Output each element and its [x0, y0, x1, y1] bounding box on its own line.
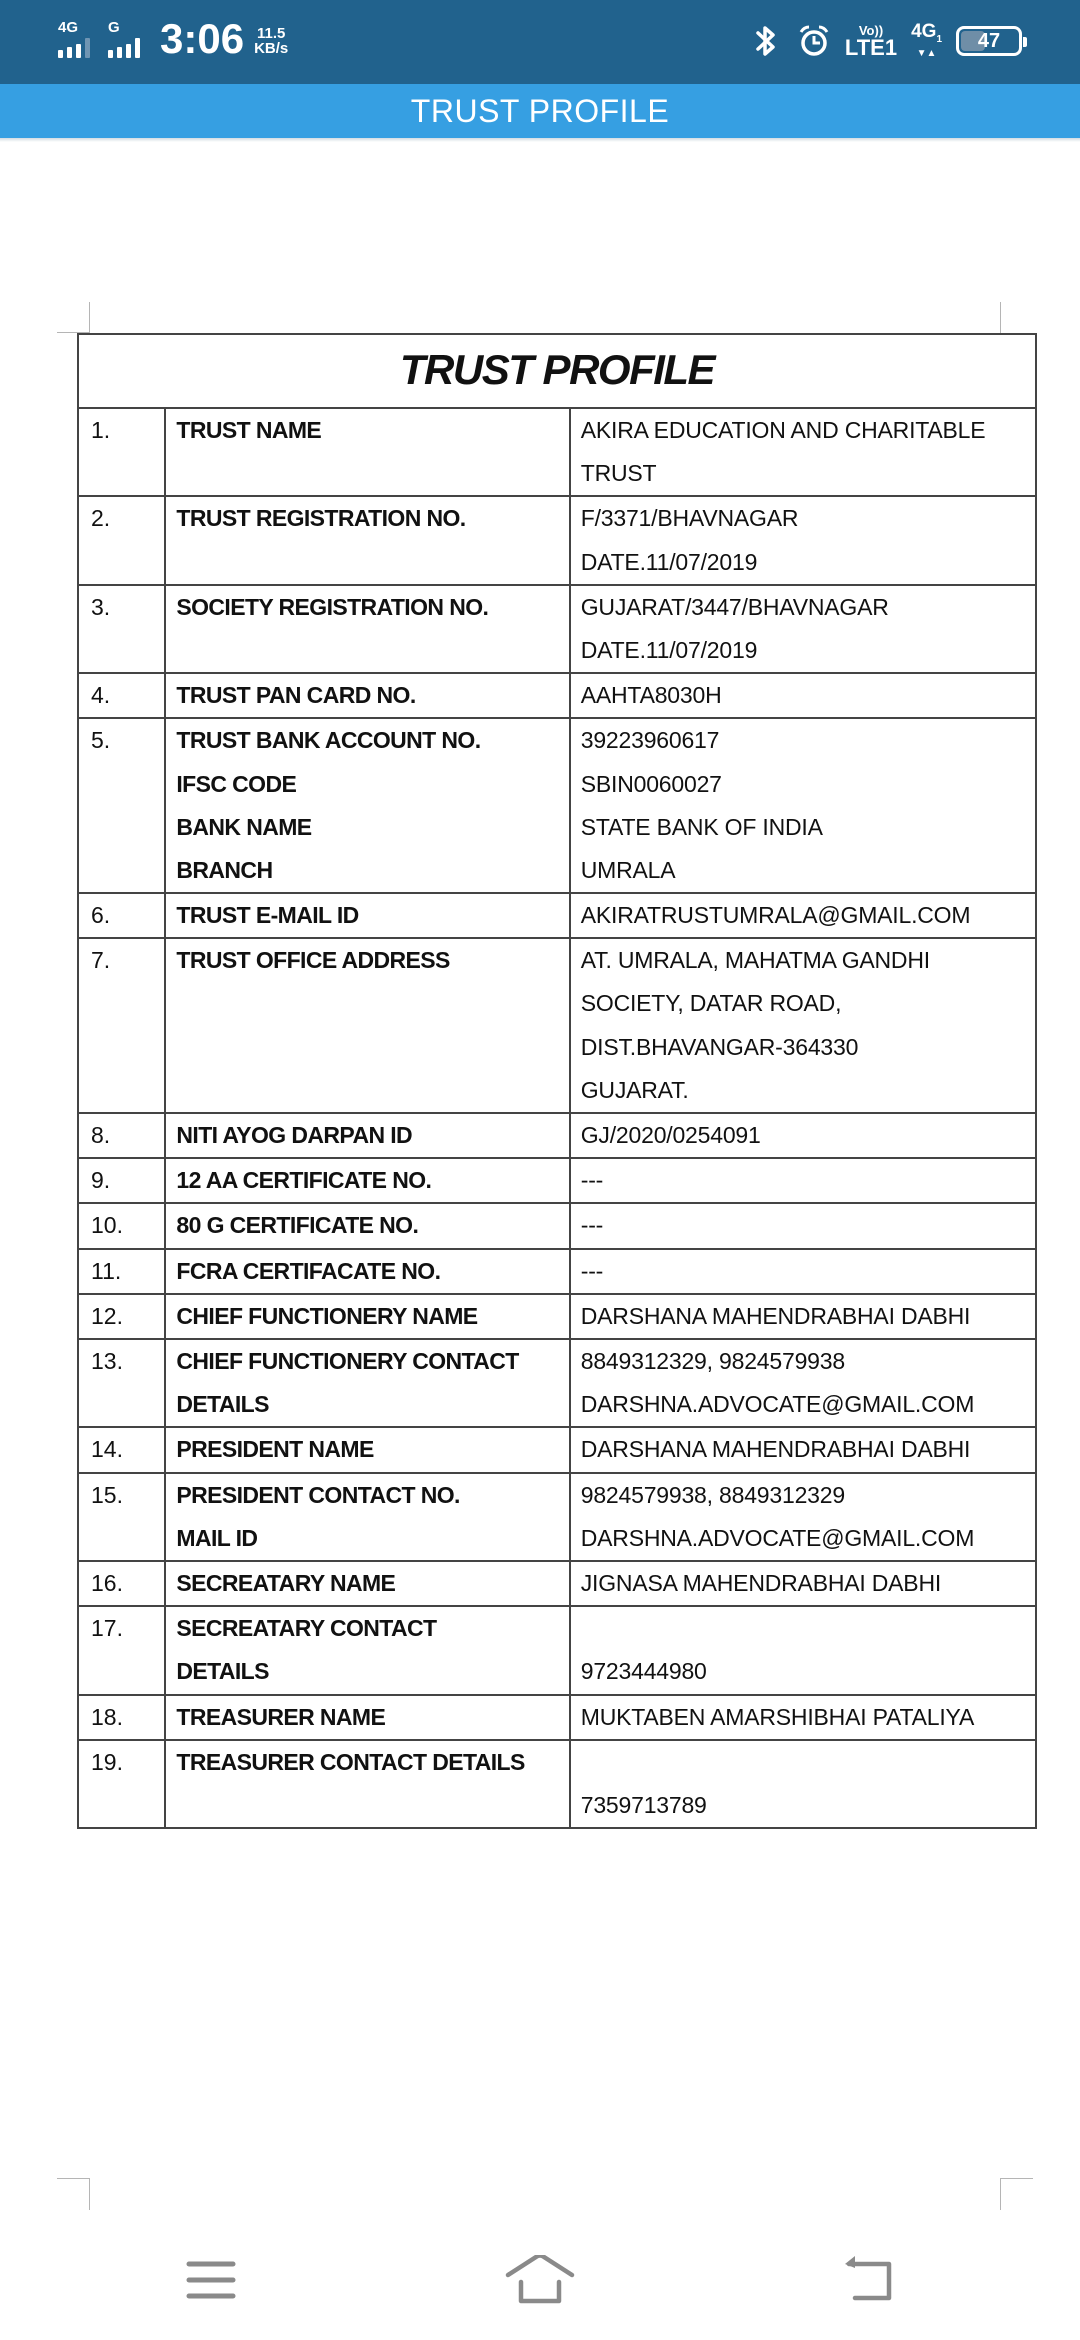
field-label	[165, 1473, 569, 1561]
navigation-bar	[0, 2220, 1080, 2340]
field-label	[165, 1294, 569, 1339]
app-bar-shadow	[0, 138, 1080, 142]
menu-icon	[185, 2258, 237, 2302]
row-number: 4.	[78, 673, 165, 718]
table-row	[78, 673, 1036, 718]
crop-mark-top-left	[89, 302, 90, 333]
row-number: 18.	[78, 1695, 165, 1740]
field-label-line	[176, 1784, 558, 1827]
field-label-line: 12 AA CERTIFICATE NO.	[176, 1167, 432, 1194]
field-label-line: PRESIDENT NAME	[176, 1436, 374, 1463]
field-label	[165, 673, 569, 718]
field-label-line: TRUST PAN CARD NO.	[176, 682, 416, 709]
trust-profile-table	[77, 333, 1037, 1829]
field-value-line: UMRALA	[580, 856, 676, 883]
field-value	[570, 673, 1036, 718]
field-label	[165, 1561, 569, 1606]
field-value	[570, 938, 1036, 1113]
field-label-line: DETAILS	[176, 1658, 269, 1685]
field-value-line: DARSHNA.ADVOCATE@GMAIL.COM	[580, 1524, 975, 1551]
field-value-line: 39223960617	[580, 727, 720, 754]
field-value	[570, 585, 1036, 673]
row-number: 1.	[78, 408, 165, 496]
field-label	[165, 1339, 569, 1427]
battery-icon	[956, 26, 1022, 56]
field-value-line: ---	[580, 1257, 604, 1284]
field-label	[165, 1606, 569, 1694]
row-number: 15.	[78, 1473, 165, 1561]
field-label-line: TRUST BANK ACCOUNT NO.	[176, 727, 481, 754]
field-label-line: FCRA CERTIFACATE NO.	[176, 1257, 441, 1284]
field-value-line: GJ/2020/0254091	[580, 1122, 761, 1149]
field-value-line: DARSHNA.ADVOCATE@GMAIL.COM	[580, 1391, 975, 1418]
bluetooth-icon	[749, 22, 783, 60]
field-label-line: 80 G CERTIFICATE NO.	[176, 1212, 419, 1239]
field-label-line: TRUST NAME	[176, 417, 322, 443]
field-label-line: TREASURER CONTACT DETAILS	[176, 1748, 525, 1775]
field-value	[570, 1473, 1036, 1561]
row-number: 8.	[78, 1113, 165, 1158]
table-row	[78, 1203, 1036, 1248]
field-value-line: AT. UMRALA, MAHATMA GANDHI	[580, 947, 930, 974]
status-bar	[0, 0, 1080, 84]
data-network-label: 4G	[911, 21, 937, 43]
document-title: TRUST PROFILE	[78, 334, 1036, 408]
field-value	[570, 1606, 1036, 1694]
field-value-line: AAHTA8030H	[580, 682, 722, 709]
field-label-line: SECREATARY CONTACT	[176, 1615, 437, 1642]
table-row	[78, 938, 1036, 1113]
field-value	[570, 1203, 1036, 1248]
crop-mark-bottom-right	[1000, 2178, 1033, 2179]
field-value-line: DATE.11/07/2019	[580, 548, 758, 575]
table-row	[78, 1561, 1036, 1606]
sim2-signal-icon	[108, 20, 144, 60]
volte-top-label: Vo))	[858, 22, 884, 38]
sim1-signal-icon	[58, 20, 98, 60]
field-value-line: AKIRA EDUCATION AND CHARITABLE	[580, 417, 986, 443]
table-row	[78, 496, 1036, 584]
volte-icon	[845, 24, 897, 59]
field-value-line: DIST.BHAVANGAR-364330	[580, 1033, 859, 1060]
field-value-line: DARSHANA MAHENDRABHAI DABHI	[580, 1302, 971, 1329]
table-row	[78, 1158, 1036, 1203]
field-label-line	[176, 1026, 558, 1069]
field-label	[165, 893, 569, 938]
field-label	[165, 1695, 569, 1740]
row-number: 7.	[78, 938, 165, 1113]
field-label	[165, 585, 569, 673]
field-label-line: DETAILS	[176, 1391, 269, 1418]
field-value-line: TRUST	[580, 460, 657, 487]
field-value	[570, 496, 1036, 584]
field-value	[570, 408, 1036, 496]
crop-mark-bottom-right-v	[1000, 2178, 1001, 2210]
table-row	[78, 1606, 1036, 1694]
field-value-line	[581, 1741, 1025, 1784]
table-row	[78, 1427, 1036, 1472]
battery-level: 47	[977, 30, 1001, 52]
field-label	[165, 938, 569, 1113]
table-row	[78, 1740, 1036, 1828]
table-row	[78, 1249, 1036, 1294]
back-button[interactable]	[829, 2250, 909, 2310]
field-label-line	[176, 452, 558, 495]
field-label	[165, 1249, 569, 1294]
field-value-line: 9723444980	[580, 1658, 707, 1685]
field-label-line	[176, 629, 558, 672]
row-number: 13.	[78, 1339, 165, 1427]
field-label-line	[176, 541, 558, 584]
crop-mark-bottom-left	[57, 2178, 89, 2179]
field-value	[570, 893, 1036, 938]
field-value	[570, 1695, 1036, 1740]
field-label-line	[176, 1069, 558, 1112]
row-number: 3.	[78, 585, 165, 673]
field-value-line: 7359713789	[580, 1791, 707, 1818]
row-number: 5.	[78, 718, 165, 893]
field-label	[165, 1427, 569, 1472]
field-value-line: SOCIETY, DATAR ROAD,	[580, 990, 842, 1017]
sim2-network-label: G	[108, 19, 120, 36]
field-label-line: TRUST E-MAIL ID	[176, 902, 359, 929]
data-sim-label: 1	[936, 33, 942, 45]
alarm-icon	[797, 22, 831, 60]
field-value	[570, 1339, 1036, 1427]
field-label-line: SECREATARY NAME	[176, 1570, 396, 1596]
field-label	[165, 496, 569, 584]
field-value	[570, 1740, 1036, 1828]
table-row	[78, 1695, 1036, 1740]
field-label-line: IFSC CODE	[176, 770, 297, 797]
crop-mark-top-right	[1000, 302, 1001, 333]
table-row	[78, 1113, 1036, 1158]
table-row	[78, 1339, 1036, 1427]
table-row	[78, 1473, 1036, 1561]
crop-mark-bottom-left-v	[89, 2178, 90, 2210]
row-number: 14.	[78, 1427, 165, 1472]
app-title: TRUST PROFILE	[0, 84, 1080, 138]
field-value-line: SBIN0060027	[580, 770, 722, 797]
field-value	[570, 718, 1036, 893]
field-value-line: ---	[580, 1167, 604, 1194]
field-value-line: GUJARAT.	[580, 1076, 689, 1103]
network-speed-value: 11.5	[256, 25, 286, 42]
field-value	[570, 1294, 1036, 1339]
network-speed-unit: KB/s	[254, 40, 289, 57]
back-icon	[841, 2256, 897, 2304]
table-row	[78, 408, 1036, 496]
field-value-line	[581, 1607, 1025, 1650]
row-number: 10.	[78, 1203, 165, 1248]
field-label-line	[176, 982, 558, 1025]
field-value-line: GUJARAT/3447/BHAVNAGAR	[580, 593, 889, 620]
table-row	[78, 1294, 1036, 1339]
field-value-line: ---	[580, 1212, 604, 1239]
row-number: 17.	[78, 1606, 165, 1694]
network-speed	[254, 26, 288, 56]
field-value-line: F/3371/BHAVNAGAR	[580, 505, 799, 532]
document-title-row	[78, 334, 1036, 408]
field-label-line: CHIEF FUNCTIONERY NAME	[176, 1302, 478, 1329]
field-label	[165, 1203, 569, 1248]
field-label-line: BRANCH	[176, 856, 273, 883]
row-number: 12.	[78, 1294, 165, 1339]
field-value-line: 8849312329, 9824579938	[580, 1348, 845, 1375]
field-value	[570, 1158, 1036, 1203]
field-value	[570, 1249, 1036, 1294]
field-label	[165, 718, 569, 893]
field-value	[570, 1113, 1036, 1158]
menu-button[interactable]	[171, 2250, 251, 2310]
status-time: 3:06	[160, 15, 245, 62]
field-label-line: TRUST OFFICE ADDRESS	[176, 947, 450, 974]
table-row	[78, 893, 1036, 938]
field-label	[165, 1158, 569, 1203]
field-value-line: AKIRATRUSTUMRALA@GMAIL.COM	[580, 902, 971, 929]
home-icon	[504, 2255, 576, 2305]
home-button[interactable]	[500, 2250, 580, 2310]
field-value	[570, 1427, 1036, 1472]
field-value-line: JIGNASA MAHENDRABHAI DABHI	[580, 1570, 942, 1596]
sim1-network-label: 4G	[58, 19, 79, 36]
row-number: 2.	[78, 496, 165, 584]
field-label-line: TREASURER NAME	[176, 1703, 386, 1730]
field-label-line: NITI AYOG DARPAN ID	[176, 1122, 413, 1149]
field-label-line: TRUST REGISTRATION NO.	[176, 505, 466, 532]
table-row	[78, 585, 1036, 673]
field-label-line: PRESIDENT CONTACT NO.	[176, 1481, 460, 1508]
row-number: 19.	[78, 1740, 165, 1828]
field-label-line: MAIL ID	[176, 1524, 258, 1551]
field-label-line: CHIEF FUNCTIONERY CONTACT	[176, 1348, 519, 1375]
field-value-line: MUKTABEN AMARSHIBHAI PATALIYA	[580, 1703, 975, 1730]
row-number: 11.	[78, 1249, 165, 1294]
data-4g-icon: $4G_1$ ▼▲	[911, 21, 942, 59]
field-value-line: DARSHANA MAHENDRABHAI DABHI	[580, 1436, 971, 1463]
field-label	[165, 1740, 569, 1828]
row-number: 16.	[78, 1561, 165, 1606]
volte-bottom-label: LTE1	[844, 34, 898, 60]
field-label-line: BANK NAME	[176, 813, 312, 840]
field-value	[570, 1561, 1036, 1606]
row-number: 6.	[78, 893, 165, 938]
field-label	[165, 1113, 569, 1158]
field-value-line: STATE BANK OF INDIA	[580, 813, 823, 840]
field-value-line: DATE.11/07/2019	[580, 636, 758, 663]
field-label-line: SOCIETY REGISTRATION NO.	[176, 593, 489, 620]
table-row	[78, 718, 1036, 893]
field-value-line: 9824579938, 8849312329	[580, 1481, 845, 1508]
row-number: 9.	[78, 1158, 165, 1203]
field-label	[165, 408, 569, 496]
